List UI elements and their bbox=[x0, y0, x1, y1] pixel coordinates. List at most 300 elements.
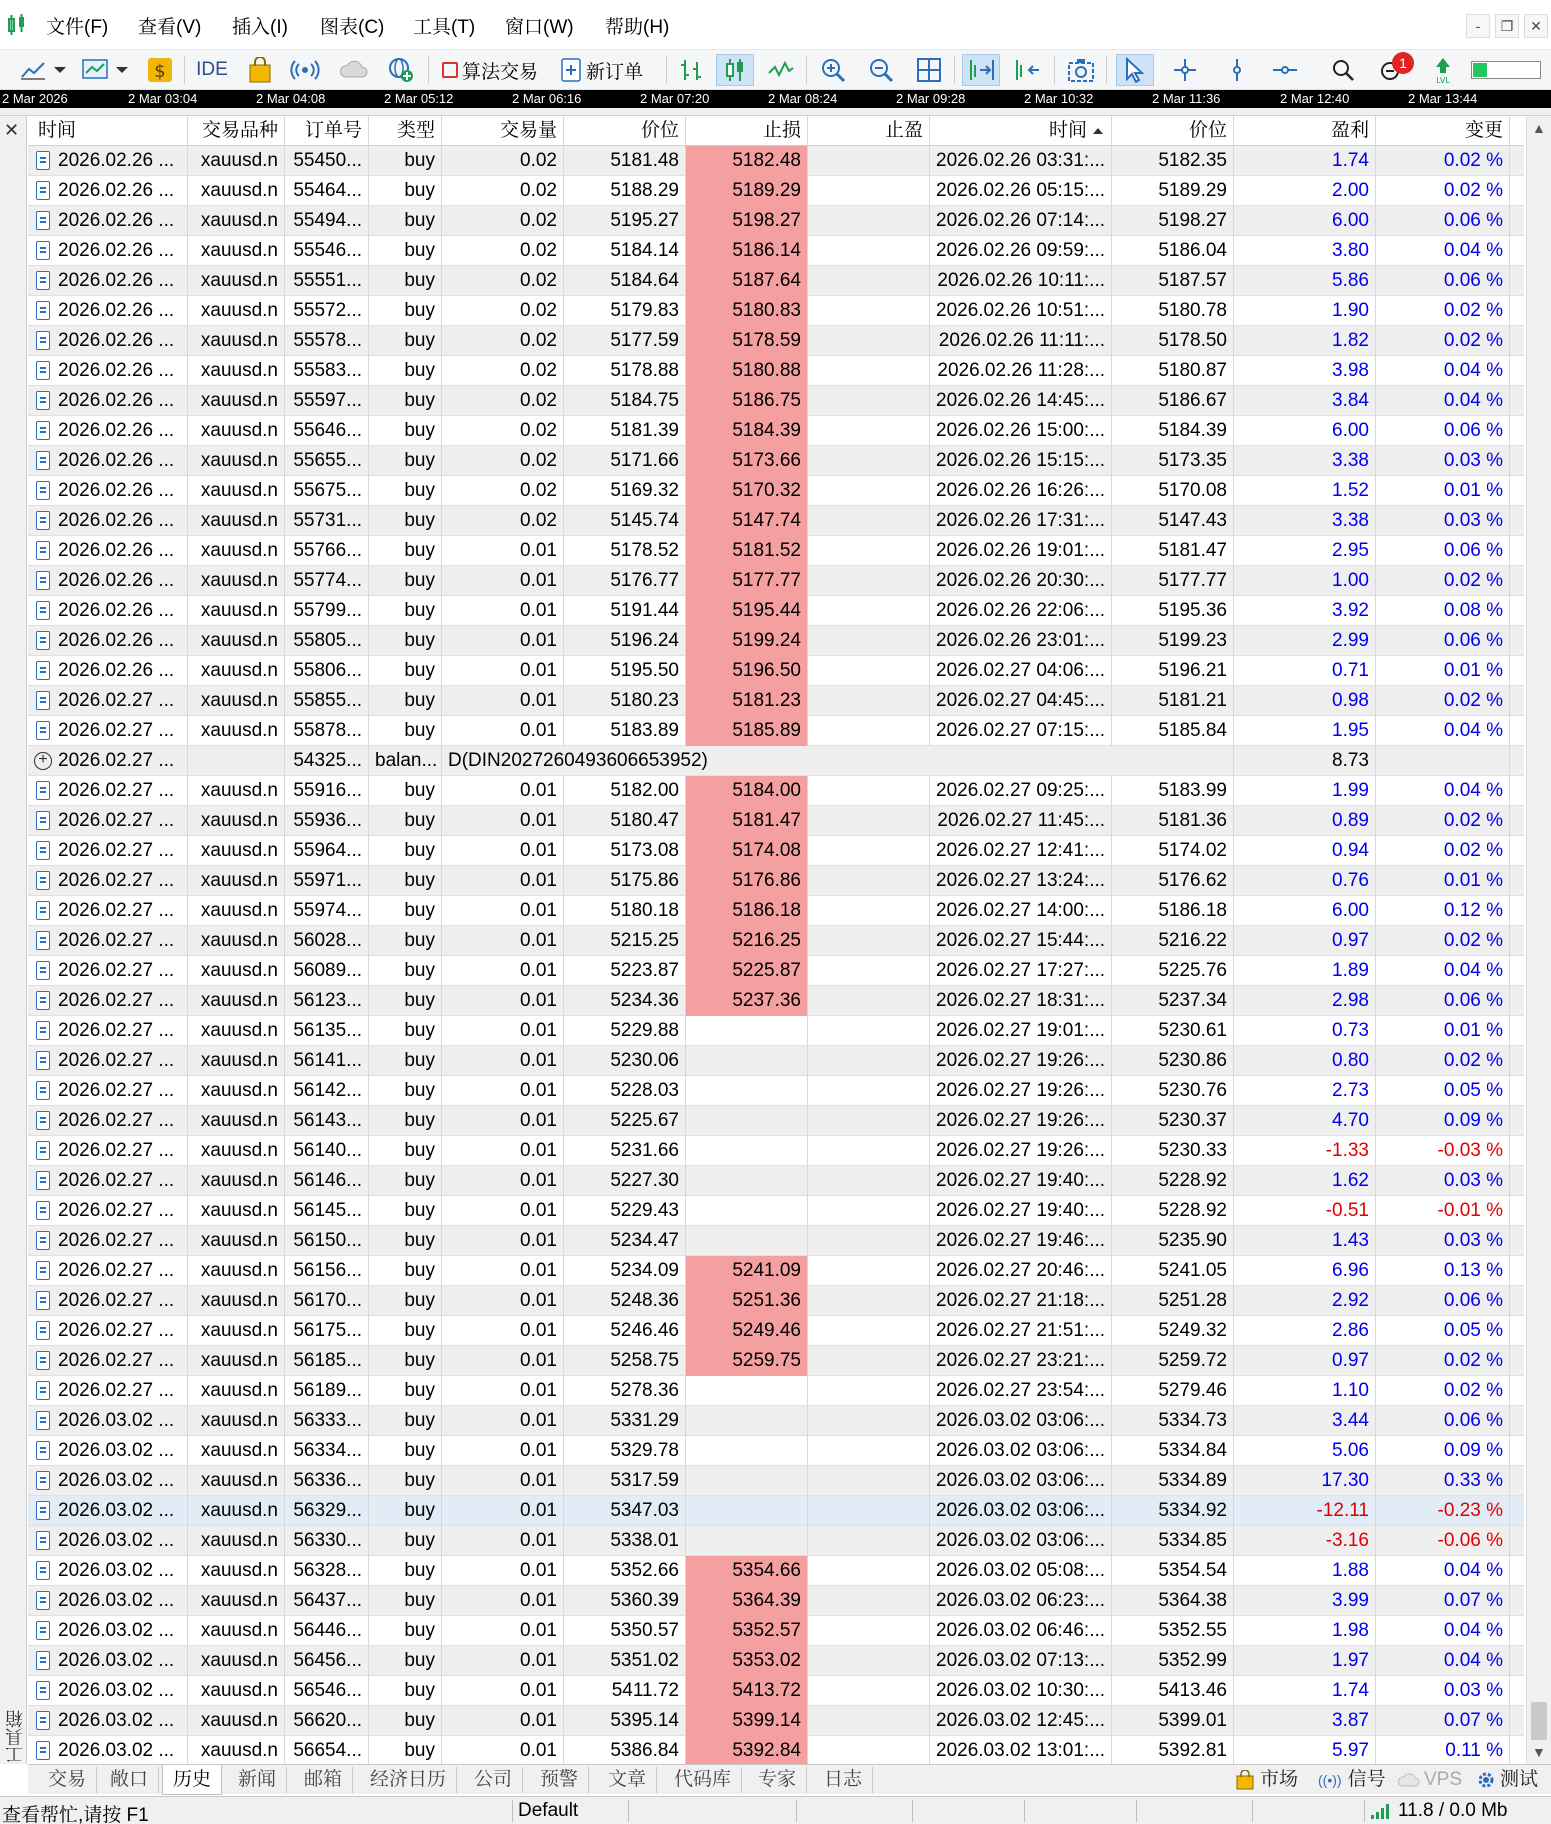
cursor-icon[interactable] bbox=[1116, 54, 1154, 86]
cell-profit: -3.16 bbox=[1234, 1526, 1376, 1556]
vertical-scrollbar[interactable] bbox=[1526, 116, 1551, 1764]
column-header-symbol[interactable]: 交易品种 bbox=[188, 116, 285, 146]
column-header-volume[interactable]: 交易量 bbox=[442, 116, 564, 146]
cell-open-time: 2026.02.26 ... bbox=[28, 656, 188, 686]
cell-take-profit bbox=[808, 596, 930, 626]
table-row[interactable] bbox=[28, 926, 1524, 956]
cell-take-profit bbox=[808, 1046, 930, 1076]
cell-close-time: 2026.02.27 19:40:... bbox=[930, 1196, 1112, 1226]
cell-take-profit bbox=[808, 1256, 930, 1286]
cell-open-time: 2026.02.26 ... bbox=[28, 476, 188, 506]
table-row[interactable] bbox=[28, 506, 1524, 536]
indicators-icon[interactable] bbox=[78, 54, 112, 86]
cell-symbol: xauusd.n bbox=[188, 146, 285, 176]
table-row[interactable] bbox=[28, 416, 1524, 446]
level-up-icon[interactable] bbox=[1428, 54, 1458, 86]
tab-mailbox[interactable]: 邮箱 bbox=[294, 1767, 353, 1793]
cell-stop-loss: 5174.08 bbox=[686, 836, 808, 866]
dollar-icon[interactable] bbox=[144, 54, 176, 86]
cell-open-time: 2026.02.27 ... bbox=[28, 1106, 188, 1136]
cell-price: 5227.30 bbox=[564, 1166, 686, 1196]
cell-symbol: xauusd.n bbox=[188, 836, 285, 866]
cell-profit: 1.62 bbox=[1234, 1166, 1376, 1196]
cell-ticket: 55799... bbox=[285, 596, 369, 626]
menu-tools[interactable]: 工具(T) bbox=[413, 17, 476, 38]
cell-ticket: 56140... bbox=[285, 1136, 369, 1166]
cell-stop-loss: 5181.47 bbox=[686, 806, 808, 836]
cell-symbol: xauusd.n bbox=[188, 716, 285, 746]
cell-price: 5228.03 bbox=[564, 1076, 686, 1106]
table-row[interactable] bbox=[28, 1106, 1524, 1136]
cell-take-profit bbox=[808, 716, 930, 746]
cell-close-time: 2026.03.02 03:06:... bbox=[930, 1526, 1112, 1556]
cell-symbol: xauusd.n bbox=[188, 806, 285, 836]
cell-price: 5223.87 bbox=[564, 956, 686, 986]
cell-symbol: xauusd.n bbox=[188, 1616, 285, 1646]
cell-open-time: 2026.02.27 ... bbox=[28, 686, 188, 716]
cell-take-profit bbox=[808, 806, 930, 836]
table-row[interactable] bbox=[28, 446, 1524, 476]
cell-open-time: 2026.02.27 ... bbox=[28, 836, 188, 866]
tab-code-base[interactable]: 代码库 bbox=[664, 1767, 742, 1793]
tile-windows-icon[interactable] bbox=[912, 54, 946, 86]
cell-close-time: 2026.02.26 07:14:... bbox=[930, 206, 1112, 236]
cell-type: buy bbox=[369, 1706, 442, 1736]
cell-ticket: 55806... bbox=[285, 656, 369, 686]
column-header-stop-loss[interactable]: 止损 bbox=[686, 116, 808, 146]
cell-volume: 0.01 bbox=[442, 1016, 564, 1046]
cell-close-time: 2026.02.27 19:26:... bbox=[930, 1136, 1112, 1166]
cell-take-profit bbox=[808, 1406, 930, 1436]
table-row[interactable] bbox=[28, 1226, 1524, 1256]
cell-price: 5350.57 bbox=[564, 1616, 686, 1646]
table-row[interactable] bbox=[28, 836, 1524, 866]
cell-close-price: 5174.02 bbox=[1112, 836, 1234, 866]
cell-stop-loss: 5352.57 bbox=[686, 1616, 808, 1646]
cell-volume: 0.01 bbox=[442, 626, 564, 656]
table-row[interactable] bbox=[28, 146, 1524, 176]
balance-row[interactable] bbox=[28, 746, 1524, 776]
cell-price: 5215.25 bbox=[564, 926, 686, 956]
balance-plus-icon: + bbox=[34, 752, 52, 770]
cell-volume: 0.01 bbox=[442, 1286, 564, 1316]
cell-volume: 0.01 bbox=[442, 1556, 564, 1586]
tab-trade[interactable]: 交易 bbox=[38, 1767, 97, 1793]
cell-close-price: 5230.37 bbox=[1112, 1106, 1234, 1136]
table-row[interactable] bbox=[28, 1556, 1524, 1586]
table-row[interactable] bbox=[28, 1316, 1524, 1346]
cell-volume: 0.01 bbox=[442, 1526, 564, 1556]
cell-take-profit bbox=[808, 476, 930, 506]
algo-trading-button[interactable] bbox=[438, 54, 550, 86]
cell-take-profit bbox=[808, 296, 930, 326]
table-row[interactable] bbox=[28, 1616, 1524, 1646]
table-row[interactable] bbox=[28, 1496, 1524, 1526]
cell-ticket: 56150... bbox=[285, 1226, 369, 1256]
vertical-line-icon[interactable] bbox=[1220, 54, 1254, 86]
cell-ticket: 55546... bbox=[285, 236, 369, 266]
cell-stop-loss bbox=[686, 1046, 808, 1076]
cell-ticket: 56446... bbox=[285, 1616, 369, 1646]
signal-broadcast-icon[interactable] bbox=[288, 54, 322, 86]
cell-take-profit bbox=[808, 146, 930, 176]
notifications-icon[interactable] bbox=[1372, 54, 1412, 86]
cell-price: 5331.29 bbox=[564, 1406, 686, 1436]
table-row[interactable] bbox=[28, 1406, 1524, 1436]
signals-tab[interactable] bbox=[1318, 1767, 1386, 1793]
tab-economic-calendar[interactable]: 经济日历 bbox=[360, 1767, 457, 1793]
table-row[interactable] bbox=[28, 1376, 1524, 1406]
cell-close-time: 2026.02.27 23:54:... bbox=[930, 1376, 1112, 1406]
table-row[interactable] bbox=[28, 356, 1524, 386]
cell-take-profit bbox=[808, 1316, 930, 1346]
add-globe-icon[interactable] bbox=[384, 54, 418, 86]
cell-volume: 0.02 bbox=[442, 146, 564, 176]
table-row[interactable] bbox=[28, 1166, 1524, 1196]
cell-symbol: xauusd.n bbox=[188, 1436, 285, 1466]
cell-close-time: 2026.03.02 06:46:... bbox=[930, 1616, 1112, 1646]
table-row[interactable] bbox=[28, 866, 1524, 896]
table-row[interactable] bbox=[28, 206, 1524, 236]
cell-close-price: 5173.35 bbox=[1112, 446, 1234, 476]
cell-stop-loss: 5249.46 bbox=[686, 1316, 808, 1346]
cell-volume: 0.01 bbox=[442, 1646, 564, 1676]
chevron-down-icon[interactable] bbox=[114, 54, 130, 86]
column-header-close-time[interactable] bbox=[930, 116, 1112, 146]
table-row[interactable] bbox=[28, 806, 1524, 836]
line-series-icon[interactable] bbox=[764, 54, 798, 86]
candlestick-icon[interactable] bbox=[716, 54, 754, 86]
cell-stop-loss: 5413.72 bbox=[686, 1676, 808, 1706]
cell-open-time: 2026.02.26 ... bbox=[28, 236, 188, 266]
table-row[interactable] bbox=[28, 1436, 1524, 1466]
cell-take-profit bbox=[808, 1676, 930, 1706]
cell-close-price: 5182.35 bbox=[1112, 146, 1234, 176]
cell-type: buy bbox=[369, 986, 442, 1016]
cell-symbol: xauusd.n bbox=[188, 1316, 285, 1346]
cell-profit: 2.73 bbox=[1234, 1076, 1376, 1106]
search-icon[interactable] bbox=[1326, 54, 1360, 86]
cell-change: 0.07 % bbox=[1376, 1586, 1510, 1616]
menu-charts[interactable]: 图表(C) bbox=[320, 17, 385, 38]
table-row[interactable] bbox=[28, 896, 1524, 926]
cell-change: 0.03 % bbox=[1376, 1226, 1510, 1256]
new-order-button[interactable] bbox=[560, 54, 660, 86]
cell-type: buy bbox=[369, 1106, 442, 1136]
table-row[interactable] bbox=[28, 1076, 1524, 1106]
close-icon[interactable]: ✕ bbox=[4, 120, 20, 140]
cell-symbol: xauusd.n bbox=[188, 986, 285, 1016]
cell-symbol: xauusd.n bbox=[188, 1376, 285, 1406]
cell-close-price: 5334.84 bbox=[1112, 1436, 1234, 1466]
cell-open-time: 2026.02.26 ... bbox=[28, 386, 188, 416]
cell-stop-loss bbox=[686, 1406, 808, 1436]
table-row[interactable] bbox=[28, 1046, 1524, 1076]
line-chart-icon[interactable] bbox=[16, 54, 50, 86]
cell-ticket: 56142... bbox=[285, 1076, 369, 1106]
scrollbar-thumb[interactable] bbox=[1531, 1702, 1547, 1740]
cell-ticket: 56437... bbox=[285, 1586, 369, 1616]
cell-open-time: 2026.02.26 ... bbox=[28, 566, 188, 596]
cloud-icon[interactable] bbox=[336, 54, 370, 86]
cell-take-profit bbox=[808, 1376, 930, 1406]
cell-symbol: xauusd.n bbox=[188, 1466, 285, 1496]
table-row[interactable] bbox=[28, 1526, 1524, 1556]
cell-volume: 0.01 bbox=[442, 1736, 564, 1764]
tab-exposure[interactable]: 敞口 bbox=[100, 1767, 159, 1793]
cell-take-profit bbox=[808, 206, 930, 236]
column-header-time[interactable]: 时间 bbox=[28, 116, 188, 146]
cell-price: 5180.23 bbox=[564, 686, 686, 716]
cell-open-time: 2026.02.27 ... bbox=[28, 806, 188, 836]
cell-profit: 0.98 bbox=[1234, 686, 1376, 716]
cell-volume: 0.01 bbox=[442, 716, 564, 746]
table-row[interactable] bbox=[28, 266, 1524, 296]
cell-symbol: xauusd.n bbox=[188, 266, 285, 296]
table-row[interactable] bbox=[28, 1286, 1524, 1316]
cell-type: buy bbox=[369, 176, 442, 206]
table-row[interactable] bbox=[28, 1676, 1524, 1706]
scroll-down-icon[interactable]: ▼ bbox=[1532, 1744, 1546, 1760]
cell-close-time: 2026.02.27 09:25:... bbox=[930, 776, 1112, 806]
cell-close-time: 2026.02.27 19:46:... bbox=[930, 1226, 1112, 1256]
cell-close-time: 2026.03.02 05:08:... bbox=[930, 1556, 1112, 1586]
cell-price: 5179.83 bbox=[564, 296, 686, 326]
cell-type: buy bbox=[369, 926, 442, 956]
table-row[interactable] bbox=[28, 986, 1524, 1016]
cell-profit: 1.10 bbox=[1234, 1376, 1376, 1406]
table-row[interactable] bbox=[28, 236, 1524, 266]
table-row[interactable] bbox=[28, 1136, 1524, 1166]
cell-stop-loss: 5187.64 bbox=[686, 266, 808, 296]
cell-volume: 0.01 bbox=[442, 836, 564, 866]
time-axis-label: 2 Mar 12:40 bbox=[1280, 91, 1350, 106]
cell-volume: 0.01 bbox=[442, 1496, 564, 1526]
table-row[interactable] bbox=[28, 626, 1524, 656]
zoom-out-icon[interactable] bbox=[864, 54, 898, 86]
cell-close-price: 5176.62 bbox=[1112, 866, 1234, 896]
menu-file[interactable]: 文件(F) bbox=[46, 17, 109, 38]
cell-price: 5229.88 bbox=[564, 1016, 686, 1046]
table-row[interactable] bbox=[28, 956, 1524, 986]
table-row[interactable] bbox=[28, 1706, 1524, 1736]
chevron-down-icon[interactable] bbox=[52, 54, 68, 86]
market-tab[interactable] bbox=[1236, 1767, 1298, 1793]
cell-change: 0.02 % bbox=[1376, 806, 1510, 836]
cell-price: 5178.88 bbox=[564, 356, 686, 386]
time-axis-label: 2 Mar 10:32 bbox=[1024, 91, 1094, 106]
cell-stop-loss: 5186.14 bbox=[686, 236, 808, 266]
new-order-label: 新订单 bbox=[586, 61, 644, 83]
cell-ticket: 56175... bbox=[285, 1316, 369, 1346]
table-row[interactable] bbox=[28, 386, 1524, 416]
cell-volume: 0.02 bbox=[442, 386, 564, 416]
cell-take-profit bbox=[808, 446, 930, 476]
cell-stop-loss bbox=[686, 1436, 808, 1466]
cell-stop-loss: 5186.75 bbox=[686, 386, 808, 416]
cell-stop-loss: 5177.77 bbox=[686, 566, 808, 596]
screenshot-icon[interactable] bbox=[1064, 54, 1098, 86]
close-button[interactable]: ✕ bbox=[1524, 14, 1548, 38]
cell-price: 5248.36 bbox=[564, 1286, 686, 1316]
table-row[interactable] bbox=[28, 596, 1524, 626]
tab-journal[interactable]: 日志 bbox=[814, 1767, 873, 1793]
cell-symbol: xauusd.n bbox=[188, 1676, 285, 1706]
cell-ticket: 55572... bbox=[285, 296, 369, 326]
table-row[interactable] bbox=[28, 716, 1524, 746]
cell-close-price: 5183.99 bbox=[1112, 776, 1234, 806]
table-row[interactable] bbox=[28, 176, 1524, 206]
table-row[interactable] bbox=[28, 1346, 1524, 1376]
restore-button[interactable]: ❐ bbox=[1495, 14, 1519, 38]
tab-company[interactable]: 公司 bbox=[464, 1767, 523, 1793]
ide-button[interactable]: IDE bbox=[196, 59, 228, 80]
cell-change: 0.03 % bbox=[1376, 446, 1510, 476]
cell-profit: 6.00 bbox=[1234, 896, 1376, 926]
table-row[interactable] bbox=[28, 686, 1524, 716]
cell-type: buy bbox=[369, 866, 442, 896]
cell-ticket: 56028... bbox=[285, 926, 369, 956]
cell-close-price: 5180.78 bbox=[1112, 296, 1234, 326]
table-row[interactable] bbox=[28, 566, 1524, 596]
cell-type: buy bbox=[369, 326, 442, 356]
table-row[interactable] bbox=[28, 1736, 1524, 1764]
cell-close-price: 5230.76 bbox=[1112, 1076, 1234, 1106]
cell-price: 5180.47 bbox=[564, 806, 686, 836]
cell-take-profit bbox=[808, 176, 930, 206]
cell-type: buy bbox=[369, 386, 442, 416]
table-row[interactable] bbox=[28, 296, 1524, 326]
cell-price: 5173.08 bbox=[564, 836, 686, 866]
cell-close-time: 2026.02.26 14:45:... bbox=[930, 386, 1112, 416]
time-axis-label: 2 Mar 06:16 bbox=[512, 91, 582, 106]
cell-ticket: 55766... bbox=[285, 536, 369, 566]
cell-open-time: 2026.02.26 ... bbox=[28, 536, 188, 566]
cell-take-profit bbox=[808, 956, 930, 986]
tab-news[interactable]: 新闻 bbox=[228, 1767, 287, 1793]
cell-stop-loss: 5196.50 bbox=[686, 656, 808, 686]
column-header-price[interactable]: 价位 bbox=[564, 116, 686, 146]
chart-shift-icon[interactable] bbox=[1008, 54, 1046, 86]
cell-profit: 1.52 bbox=[1234, 476, 1376, 506]
cell-close-price: 5196.21 bbox=[1112, 656, 1234, 686]
menu-insert[interactable]: 插入(I) bbox=[232, 17, 288, 38]
cell-profit: 2.98 bbox=[1234, 986, 1376, 1016]
table-row[interactable] bbox=[28, 776, 1524, 806]
table-row[interactable] bbox=[28, 476, 1524, 506]
column-header-profit[interactable]: 盈利 bbox=[1234, 116, 1376, 146]
table-header bbox=[28, 116, 1524, 146]
menu-view[interactable]: 查看(V) bbox=[138, 17, 202, 38]
minimize-button[interactable]: - bbox=[1466, 14, 1490, 38]
cell-take-profit bbox=[808, 356, 930, 386]
tester-tab[interactable] bbox=[1476, 1767, 1538, 1793]
tab-alerts[interactable]: 预警 bbox=[530, 1767, 589, 1793]
column-header-close-price[interactable]: 价位 bbox=[1112, 116, 1234, 146]
cell-stop-loss: 5184.39 bbox=[686, 416, 808, 446]
cell-volume: 0.01 bbox=[442, 1166, 564, 1196]
column-header-ticket[interactable]: 订单号 bbox=[285, 116, 369, 146]
cell-profit: 3.44 bbox=[1234, 1406, 1376, 1436]
cell-close-time: 2026.03.02 03:06:... bbox=[930, 1436, 1112, 1466]
table-row[interactable] bbox=[28, 326, 1524, 356]
table-row[interactable] bbox=[28, 536, 1524, 566]
menu-window[interactable]: 窗口(W) bbox=[505, 17, 574, 38]
cell-open-time: 2026.02.26 ... bbox=[28, 596, 188, 626]
cell-close-time: 2026.02.26 22:06:... bbox=[930, 596, 1112, 626]
cell-close-time: 2026.02.27 19:26:... bbox=[930, 1046, 1112, 1076]
cell-volume: 0.01 bbox=[442, 926, 564, 956]
cell-take-profit bbox=[808, 1496, 930, 1526]
cell-stop-loss: 5354.66 bbox=[686, 1556, 808, 1586]
cell-change: 0.04 % bbox=[1376, 776, 1510, 806]
table-row[interactable] bbox=[28, 1586, 1524, 1616]
cell-take-profit bbox=[808, 1556, 930, 1586]
column-header-type[interactable]: 类型 bbox=[369, 116, 442, 146]
menu-help[interactable]: 帮助(H) bbox=[605, 17, 670, 38]
cell-type: buy bbox=[369, 896, 442, 926]
cell-type: buy bbox=[369, 656, 442, 686]
table-row[interactable] bbox=[28, 1646, 1524, 1676]
vps-tab[interactable] bbox=[1396, 1767, 1462, 1793]
horizontal-line-icon[interactable] bbox=[1268, 54, 1302, 86]
cell-volume: 0.01 bbox=[442, 1436, 564, 1466]
tab-articles[interactable]: 文章 bbox=[598, 1767, 657, 1793]
crosshair-icon[interactable] bbox=[1168, 54, 1202, 86]
cell-price: 5183.89 bbox=[564, 716, 686, 746]
cell-ticket: 55916... bbox=[285, 776, 369, 806]
cell-change: 0.01 % bbox=[1376, 476, 1510, 506]
cell-open-time: 2026.03.02 ... bbox=[28, 1496, 188, 1526]
cell-volume: 0.01 bbox=[442, 1586, 564, 1616]
toolbox-label: 工具箱 bbox=[5, 1710, 25, 1764]
cell-close-time: 2026.02.26 17:31:... bbox=[930, 506, 1112, 536]
tab-experts[interactable]: 专家 bbox=[748, 1767, 807, 1793]
cell-take-profit bbox=[808, 566, 930, 596]
cell-close-price: 5364.38 bbox=[1112, 1586, 1234, 1616]
cell-volume: 0.02 bbox=[442, 206, 564, 236]
cell-profit: 0.97 bbox=[1234, 926, 1376, 956]
scroll-up-icon[interactable]: ▲ bbox=[1532, 120, 1546, 136]
cell-ticket: 56146... bbox=[285, 1166, 369, 1196]
column-header-change[interactable]: 变更 bbox=[1376, 116, 1510, 146]
table-row[interactable] bbox=[28, 1196, 1524, 1226]
cell-symbol: xauusd.n bbox=[188, 1556, 285, 1586]
cell-open-time: 2026.02.27 ... bbox=[28, 716, 188, 746]
cell-close-time: 2026.02.26 05:15:... bbox=[930, 176, 1112, 206]
table-row[interactable] bbox=[28, 656, 1524, 686]
zoom-in-icon[interactable] bbox=[816, 54, 850, 86]
cell-stop-loss: 5184.00 bbox=[686, 776, 808, 806]
bar-chart-icon[interactable] bbox=[674, 54, 708, 86]
column-header-take-profit[interactable]: 止盈 bbox=[808, 116, 930, 146]
table-row[interactable] bbox=[28, 1016, 1524, 1046]
cell-stop-loss: 5251.36 bbox=[686, 1286, 808, 1316]
cell-take-profit bbox=[808, 1586, 930, 1616]
cell-symbol: xauusd.n bbox=[188, 416, 285, 446]
cell-profit: 0.73 bbox=[1234, 1016, 1376, 1046]
cell-symbol: xauusd.n bbox=[188, 1406, 285, 1436]
table-row[interactable] bbox=[28, 1256, 1524, 1286]
cell-symbol: xauusd.n bbox=[188, 386, 285, 416]
shopping-bag-icon[interactable] bbox=[244, 54, 276, 86]
auto-scroll-icon[interactable] bbox=[962, 54, 1000, 86]
tab-history[interactable]: 历史 bbox=[162, 1765, 222, 1795]
cell-symbol: xauusd.n bbox=[188, 476, 285, 506]
cell-close-price: 5237.34 bbox=[1112, 986, 1234, 1016]
toolbar bbox=[0, 50, 1551, 90]
table-row[interactable] bbox=[28, 1466, 1524, 1496]
